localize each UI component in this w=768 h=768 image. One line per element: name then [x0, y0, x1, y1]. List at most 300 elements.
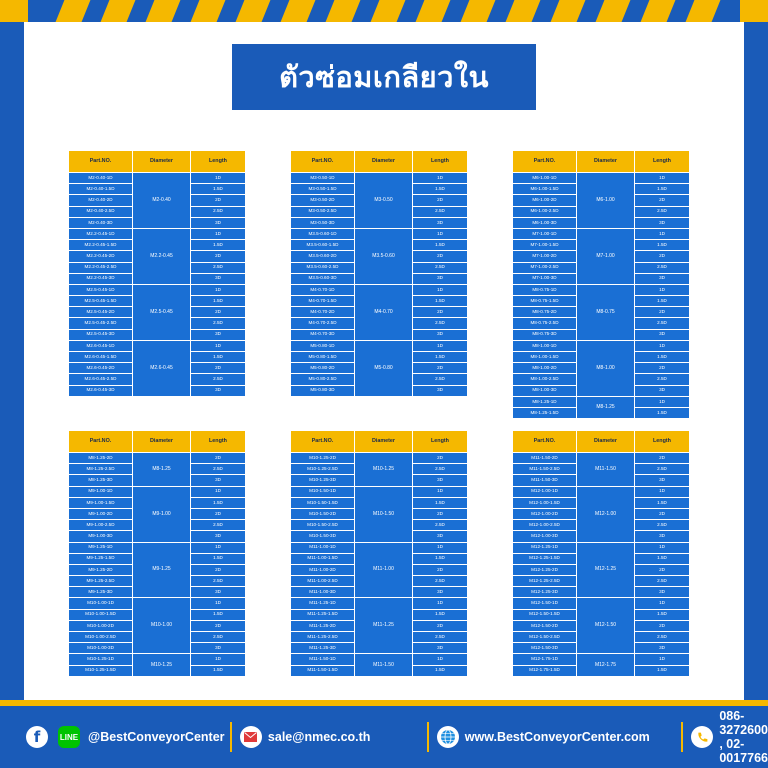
part-number-cell: M9-1.25-1.5D [69, 553, 133, 564]
email-icon[interactable] [240, 726, 262, 748]
part-number-cell: M10-1.25-3D [291, 475, 355, 486]
length-cell: 1.5D [191, 352, 246, 363]
length-cell: 2.5D [635, 206, 690, 217]
part-number-cell: M8-1.25-2D [69, 453, 133, 464]
diameter-cell: M2.5-0.45 [133, 284, 191, 340]
part-number-cell: M10-1.25-1D [69, 654, 133, 665]
diameter-cell: M11-1.50 [355, 654, 413, 676]
length-cell: 1D [413, 486, 468, 497]
part-number-cell: M8-0.75-2D [513, 307, 577, 318]
part-number-cell: M10-1.50-2.5D [291, 520, 355, 531]
length-cell: 2D [413, 564, 468, 575]
chevron-decor [232, 0, 275, 22]
part-number-cell: M11-1.25-1.5D [291, 609, 355, 620]
length-cell: 3D [413, 273, 468, 284]
length-cell: 3D [635, 643, 690, 654]
diameter-cell: M2.6-0.45 [133, 340, 191, 396]
part-number-cell: M3-0.50-3D [291, 217, 355, 228]
part-number-cell: M11-1.00-3D [291, 587, 355, 598]
part-number-cell: M10-1.50-2D [291, 508, 355, 519]
part-number-cell: M10-1.00-2.5D [69, 632, 133, 643]
footer-website[interactable] [437, 706, 674, 768]
table-row [291, 453, 468, 464]
part-number-cell: M12-1.25-2D [513, 564, 577, 575]
diameter-cell: M8-0.75 [577, 284, 635, 340]
diameter-cell: M9-1.25 [133, 542, 191, 598]
part-number-cell: M2.6-0.45-2.5D [69, 374, 133, 385]
part-number-cell: M6-1.00-1.5D [513, 184, 577, 195]
length-cell: 1D [413, 654, 468, 665]
part-number-cell: M2.2-0.45-1.5D [69, 240, 133, 251]
part-number-cell: M2-0.40-1.5D [69, 184, 133, 195]
length-cell: 1.5D [635, 240, 690, 251]
table-row [69, 453, 246, 464]
table-row [291, 284, 468, 295]
table-row [513, 396, 690, 407]
line-icon[interactable]: LINE [58, 726, 80, 748]
part-number-cell: M11-1.50-3D [513, 475, 577, 486]
column-header: Diameter [577, 151, 635, 173]
part-number-cell: M11-1.25-2D [291, 620, 355, 631]
chevron-decor [52, 0, 95, 22]
part-number-cell: M11-1.50-1.5D [291, 665, 355, 676]
length-cell: 1D [191, 598, 246, 609]
table-row [291, 486, 468, 497]
chevron-decor [547, 0, 590, 22]
part-number-cell: M3-0.50-2D [291, 195, 355, 206]
part-number-cell: M2.5-0.45-1.5D [69, 296, 133, 307]
length-cell: 2.5D [635, 464, 690, 475]
diameter-cell: M3.5-0.60 [355, 228, 413, 284]
length-cell: 3D [191, 385, 246, 396]
length-cell: 3D [635, 273, 690, 284]
part-number-cell: M8-1.00-3D [513, 385, 577, 396]
globe-icon[interactable] [437, 726, 459, 748]
length-cell: 2.5D [413, 464, 468, 475]
diameter-cell: M11-1.00 [355, 542, 413, 598]
diameter-cell: M9-1.00 [133, 486, 191, 542]
length-cell: 3D [635, 217, 690, 228]
part-number-cell: M10-1.00-2D [69, 620, 133, 631]
length-cell: 2D [191, 564, 246, 575]
length-cell: 2.5D [191, 374, 246, 385]
part-number-cell: M7-1.00-1.5D [513, 240, 577, 251]
length-cell: 1D [191, 284, 246, 295]
part-number-cell: M12-1.00-3D [513, 531, 577, 542]
diameter-cell: M8-1.25 [577, 396, 635, 418]
part-number-cell: M10-1.50-1.5D [291, 497, 355, 508]
top-decorative-band [0, 0, 768, 22]
length-cell: 2D [191, 251, 246, 262]
part-number-cell: M8-1.00-1.5D [513, 352, 577, 363]
length-cell: 2D [413, 453, 468, 464]
length-cell: 2D [191, 453, 246, 464]
band-corner-right [740, 0, 768, 22]
part-number-cell: M12-1.25-1.5D [513, 553, 577, 564]
part-number-cell: M8-1.00-1D [513, 340, 577, 351]
table-row [69, 173, 246, 184]
length-cell: 1.5D [635, 184, 690, 195]
part-number-cell: M8-1.00-2.5D [513, 374, 577, 385]
diameter-cell: M10-1.50 [355, 486, 413, 542]
chevron-decor [367, 0, 410, 22]
part-number-cell: M2.5-0.45-1D [69, 284, 133, 295]
length-cell: 1D [191, 654, 246, 665]
length-cell: 2D [191, 195, 246, 206]
length-cell: 2D [635, 564, 690, 575]
length-cell: 2.5D [413, 318, 468, 329]
column-header: Diameter [577, 431, 635, 453]
length-cell: 3D [413, 643, 468, 654]
part-number-cell: M5-0.80-1D [291, 340, 355, 351]
email-text: sale@nmec.co.th [267, 730, 371, 744]
length-cell: 2D [635, 508, 690, 519]
parts-table [512, 150, 690, 419]
footer-divider [681, 722, 683, 752]
chevron-decor [322, 0, 365, 22]
column-header: Diameter [355, 151, 413, 173]
chevron-decor [457, 0, 500, 22]
length-cell: 1.5D [635, 296, 690, 307]
column-header: Part.NO. [513, 431, 577, 453]
diameter-cell: M6-1.00 [577, 173, 635, 229]
part-number-cell: M12-1.50-1D [513, 598, 577, 609]
length-cell: 1.5D [635, 609, 690, 620]
facebook-icon[interactable]: f [26, 726, 48, 748]
chevron-decor [682, 0, 725, 22]
part-number-cell: M2.6-0.45-3D [69, 385, 133, 396]
part-number-cell: M8-0.75-3D [513, 329, 577, 340]
length-cell: 1D [191, 173, 246, 184]
part-number-cell: M7-1.00-2.5D [513, 262, 577, 273]
part-number-cell: M10-1.50-3D [291, 531, 355, 542]
length-cell: 2D [635, 620, 690, 631]
table-row [513, 453, 690, 464]
length-cell: 1.5D [191, 497, 246, 508]
phone-text: 086-3272600 , 02-0017766 [719, 709, 768, 765]
part-number-cell: M2.2-0.45-1D [69, 228, 133, 239]
table-row [513, 228, 690, 239]
length-cell: 3D [635, 531, 690, 542]
length-cell: 1D [635, 486, 690, 497]
part-number-cell: M2-0.40-2D [69, 195, 133, 206]
part-number-cell: M12-1.50-2.5D [513, 632, 577, 643]
part-number-cell: M8-0.75-1.5D [513, 296, 577, 307]
length-cell: 3D [191, 587, 246, 598]
diameter-cell: M3-0.50 [355, 173, 413, 229]
part-number-cell: M8-1.25-3D [69, 475, 133, 486]
length-cell: 1.5D [191, 184, 246, 195]
part-number-cell: M10-1.25-2D [291, 453, 355, 464]
part-number-cell: M4-0.70-2D [291, 307, 355, 318]
length-cell: 2.5D [635, 318, 690, 329]
part-number-cell: M3-0.50-1.5D [291, 184, 355, 195]
length-cell: 2.5D [191, 520, 246, 531]
part-number-cell: M3.5-0.60-1D [291, 228, 355, 239]
table-row [291, 340, 468, 351]
table-row [69, 654, 246, 665]
length-cell: 2D [413, 307, 468, 318]
column-header: Part.NO. [291, 151, 355, 173]
length-cell: 1D [413, 284, 468, 295]
length-cell: 2.5D [191, 262, 246, 273]
footer-divider [230, 722, 232, 752]
part-number-cell: M2.5-0.45-2D [69, 307, 133, 318]
part-number-cell: M9-1.00-2D [69, 508, 133, 519]
part-number-cell: M9-1.25-2D [69, 564, 133, 575]
page-title-text: ตัวซ่อมเกลียวใน [279, 60, 489, 94]
table-row [291, 228, 468, 239]
table-row [513, 340, 690, 351]
length-cell: 1D [635, 173, 690, 184]
table-row [513, 598, 690, 609]
part-number-cell: M3.5-0.60-2D [291, 251, 355, 262]
table-row [513, 542, 690, 553]
length-cell: 1D [413, 542, 468, 553]
length-cell: 2.5D [413, 632, 468, 643]
part-number-cell: M5-0.80-2D [291, 363, 355, 374]
footer-email[interactable] [240, 706, 419, 768]
length-cell: 1D [191, 340, 246, 351]
diameter-cell: M12-1.75 [577, 654, 635, 676]
part-number-cell: M12-1.25-3D [513, 587, 577, 598]
length-cell: 2D [413, 620, 468, 631]
length-cell: 1D [413, 173, 468, 184]
part-number-cell: M3.5-0.60-2.5D [291, 262, 355, 273]
column-header: Diameter [355, 431, 413, 453]
length-cell: 1.5D [413, 184, 468, 195]
length-cell: 1.5D [635, 497, 690, 508]
length-cell: 1.5D [191, 665, 246, 676]
length-cell: 2.5D [635, 262, 690, 273]
table-row [69, 228, 246, 239]
part-number-cell: M11-1.25-1D [291, 598, 355, 609]
chevron-decor [412, 0, 455, 22]
length-cell: 1D [635, 228, 690, 239]
column-header: Part.NO. [69, 151, 133, 173]
part-number-cell: M12-1.75-1D [513, 654, 577, 665]
length-cell: 1D [191, 542, 246, 553]
part-number-cell: M10-1.00-1D [69, 598, 133, 609]
length-cell: 3D [413, 217, 468, 228]
diameter-cell: M10-1.25 [355, 453, 413, 487]
part-number-cell: M2.2-0.45-2.5D [69, 262, 133, 273]
part-number-cell: M3-0.50-1D [291, 173, 355, 184]
length-cell: 1.5D [635, 553, 690, 564]
length-cell: 2D [413, 508, 468, 519]
length-cell: 2D [413, 251, 468, 262]
footer-social[interactable] [0, 706, 225, 768]
footer-phone[interactable] [691, 706, 768, 768]
column-header: Length [191, 431, 246, 453]
length-cell: 2.5D [191, 318, 246, 329]
table-row [291, 173, 468, 184]
length-cell: 2.5D [413, 520, 468, 531]
length-cell: 1.5D [191, 609, 246, 620]
length-cell: 2.5D [635, 520, 690, 531]
part-number-cell: M12-1.50-2D [513, 620, 577, 631]
part-number-cell: M5-0.80-2.5D [291, 374, 355, 385]
diameter-cell: M10-1.25 [133, 654, 191, 676]
part-number-cell: M12-1.00-2.5D [513, 520, 577, 531]
diameter-cell: M12-1.50 [577, 598, 635, 654]
diameter-cell: M12-1.00 [577, 486, 635, 542]
length-cell: 1D [191, 228, 246, 239]
length-cell: 3D [413, 531, 468, 542]
part-number-cell: M4-0.70-3D [291, 329, 355, 340]
part-number-cell: M9-1.25-2.5D [69, 576, 133, 587]
table-row [69, 284, 246, 295]
length-cell: 1.5D [413, 296, 468, 307]
part-number-cell: M12-1.00-1.5D [513, 497, 577, 508]
length-cell: 1.5D [413, 609, 468, 620]
length-cell: 2D [635, 363, 690, 374]
diameter-cell: M11-1.25 [355, 598, 413, 654]
part-number-cell: M2.2-0.45-3D [69, 273, 133, 284]
part-number-cell: M12-1.25-2.5D [513, 576, 577, 587]
part-number-cell: M9-1.00-2.5D [69, 520, 133, 531]
length-cell: 2.5D [413, 374, 468, 385]
length-cell: 3D [635, 385, 690, 396]
part-number-cell: M7-1.00-2D [513, 251, 577, 262]
diameter-cell: M8-1.00 [577, 340, 635, 396]
parts-table [68, 430, 246, 677]
part-number-cell: M2.6-0.45-2D [69, 363, 133, 374]
diameter-cell: M12-1.25 [577, 542, 635, 598]
part-number-cell: M6-1.00-1D [513, 173, 577, 184]
length-cell: 3D [635, 475, 690, 486]
length-cell: 1.5D [413, 497, 468, 508]
diameter-cell: M5-0.80 [355, 340, 413, 396]
part-number-cell: M9-1.25-3D [69, 587, 133, 598]
diameter-cell: M2.2-0.45 [133, 228, 191, 284]
part-number-cell: M8-1.00-2D [513, 363, 577, 374]
length-cell: 1.5D [191, 296, 246, 307]
table-row [513, 486, 690, 497]
part-number-cell: M9-1.00-1.5D [69, 497, 133, 508]
length-cell: 3D [191, 475, 246, 486]
table-row [69, 340, 246, 351]
part-number-cell: M7-1.00-1D [513, 228, 577, 239]
part-number-cell: M12-1.50-3D [513, 643, 577, 654]
part-number-cell: M5-0.80-1.5D [291, 352, 355, 363]
chevron-decor [142, 0, 185, 22]
part-number-cell: M2.5-0.45-2.5D [69, 318, 133, 329]
part-number-cell: M4-0.70-2.5D [291, 318, 355, 329]
diameter-cell: M11-1.50 [577, 453, 635, 487]
part-number-cell: M10-1.50-1D [291, 486, 355, 497]
length-cell: 2.5D [191, 206, 246, 217]
footer-bar [0, 706, 768, 768]
part-number-cell: M8-1.25-2.5D [69, 464, 133, 475]
part-number-cell: M11-1.50-2D [513, 453, 577, 464]
diameter-cell: M7-1.00 [577, 228, 635, 284]
column-header: Length [635, 431, 690, 453]
length-cell: 3D [191, 531, 246, 542]
table-row [69, 598, 246, 609]
part-number-cell: M11-1.50-2.5D [513, 464, 577, 475]
column-header: Length [635, 151, 690, 173]
length-cell: 1D [413, 228, 468, 239]
parts-table [512, 430, 690, 677]
length-cell: 2D [191, 620, 246, 631]
part-number-cell: M11-1.25-2.5D [291, 632, 355, 643]
table-row [513, 173, 690, 184]
part-number-cell: M8-0.75-2.5D [513, 318, 577, 329]
table-row [291, 598, 468, 609]
length-cell: 3D [635, 587, 690, 598]
length-cell: 1.5D [413, 665, 468, 676]
part-number-cell: M11-1.25-3D [291, 643, 355, 654]
length-cell: 1.5D [635, 352, 690, 363]
part-number-cell: M9-1.25-1D [69, 542, 133, 553]
length-cell: 1.5D [191, 240, 246, 251]
length-cell: 2D [191, 363, 246, 374]
column-header: Part.NO. [69, 431, 133, 453]
table-row [291, 654, 468, 665]
length-cell: 3D [191, 329, 246, 340]
column-header: Length [413, 151, 468, 173]
length-cell: 2.5D [413, 262, 468, 273]
part-number-cell: M9-1.00-1D [69, 486, 133, 497]
length-cell: 2.5D [635, 374, 690, 385]
length-cell: 1D [413, 598, 468, 609]
length-cell: 1D [413, 340, 468, 351]
part-number-cell: M12-1.00-2D [513, 508, 577, 519]
part-number-cell: M10-1.25-1.5D [69, 665, 133, 676]
column-header: Length [191, 151, 246, 173]
length-cell: 2.5D [191, 632, 246, 643]
length-cell: 1.5D [635, 407, 690, 418]
chevron-decor [637, 0, 680, 22]
length-cell: 1D [635, 654, 690, 665]
column-header: Length [413, 431, 468, 453]
part-number-cell: M9-1.00-3D [69, 531, 133, 542]
part-number-cell: M6-1.00-3D [513, 217, 577, 228]
length-cell: 1D [635, 396, 690, 407]
length-cell: 3D [191, 273, 246, 284]
length-cell: 2D [635, 307, 690, 318]
footer-divider [427, 722, 429, 752]
length-cell: 2.5D [635, 576, 690, 587]
part-number-cell: M11-1.00-2D [291, 564, 355, 575]
part-number-cell: M2.2-0.45-2D [69, 251, 133, 262]
length-cell: 3D [413, 329, 468, 340]
table-row [513, 284, 690, 295]
diameter-cell: M4-0.70 [355, 284, 413, 340]
length-cell: 2.5D [635, 632, 690, 643]
length-cell: 2.5D [191, 576, 246, 587]
part-number-cell: M11-1.00-1.5D [291, 553, 355, 564]
length-cell: 2D [413, 363, 468, 374]
diameter-cell: M2-0.40 [133, 173, 191, 229]
page-title [232, 44, 536, 110]
part-number-cell: M8-1.25-1.5D [513, 407, 577, 418]
column-header: Diameter [133, 431, 191, 453]
part-number-cell: M10-1.00-1.5D [69, 609, 133, 620]
part-number-cell: M4-0.70-1D [291, 284, 355, 295]
part-number-cell: M6-1.00-2D [513, 195, 577, 206]
length-cell: 3D [191, 643, 246, 654]
parts-table [290, 430, 468, 677]
part-number-cell: M2.5-0.45-3D [69, 329, 133, 340]
part-number-cell: M2.6-0.45-1.5D [69, 352, 133, 363]
phone-icon[interactable] [691, 726, 713, 748]
parts-table [290, 150, 468, 397]
length-cell: 1.5D [413, 553, 468, 564]
table-row [69, 486, 246, 497]
length-cell: 3D [635, 329, 690, 340]
